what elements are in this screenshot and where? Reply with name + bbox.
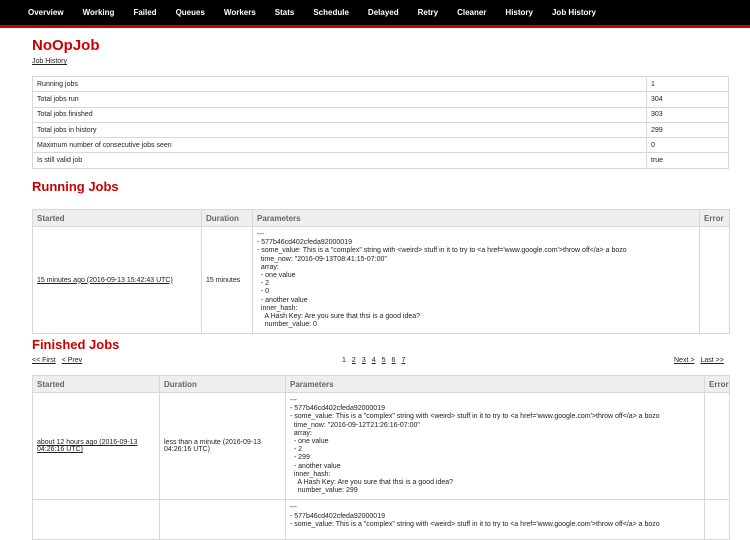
parameters-text: --- - 577b46cd402cfeda92000019 - some_value: This is a "complex" string with <weird> stuff in it to try to <a href='www.google.com'>throw off</a> a bozo time_now: "2016-09-13T08:41:15-07:00" array: - one value - 2 - 0 - another value inner_hash: A Hash Key: Are you sure that thsi is a good idea? number_value: 0 — [257, 231, 627, 329]
finished-jobs-heading: Finished Jobs — [32, 337, 120, 352]
started-link[interactable]: 15 minutes ago (2016-09-13 15:42:43 UTC) — [37, 276, 173, 284]
error-cell — [700, 227, 730, 334]
table-row — [33, 227, 730, 334]
pager-page-link[interactable]: 4 — [371, 357, 376, 364]
duration-cell: 15 minutes — [202, 227, 253, 334]
column-header-error: Error — [705, 376, 730, 393]
table-row — [33, 393, 730, 500]
nav-history[interactable]: History — [505, 8, 533, 17]
parameters-text: --- - 577b46cd402cfeda92000019 - some_value: This is a "complex" string with <weird> stuff in it to try to <a href='www.google.com'>throw off</a> a bozo — [290, 504, 660, 528]
stat-label: Running jobs — [33, 77, 647, 92]
nav-schedule[interactable]: Schedule — [313, 8, 349, 17]
nav-workers[interactable]: Workers — [223, 8, 256, 17]
parameters-cell — [286, 500, 705, 540]
pager-page-link[interactable]: 6 — [391, 357, 396, 364]
pager-page-link[interactable]: 3 — [361, 357, 366, 364]
table-header-row — [33, 210, 730, 227]
finished-jobs-table — [32, 375, 730, 540]
running-jobs-heading: Running Jobs — [32, 179, 119, 194]
column-header-parameters: Parameters — [286, 376, 705, 393]
nav-working[interactable]: Working — [82, 8, 115, 17]
pager-page-link[interactable]: 5 — [381, 357, 386, 364]
table-row — [33, 92, 729, 107]
started-cell — [33, 393, 160, 500]
table-header-row — [33, 376, 730, 393]
stat-label: Total jobs finished — [33, 107, 647, 122]
stat-label: Total jobs run — [33, 92, 647, 107]
column-header-error: Error — [700, 210, 730, 227]
pager-current-page: 1 — [342, 357, 346, 364]
stat-value: 303 — [647, 107, 729, 122]
pager-first-link[interactable]: << First — [32, 357, 56, 364]
pager-next-link[interactable]: Next > — [674, 357, 695, 364]
nav-retry[interactable]: Retry — [417, 8, 439, 17]
stat-value: 0 — [647, 138, 729, 153]
table-row — [33, 153, 729, 168]
error-cell — [705, 500, 730, 540]
pager-page-link[interactable]: 2 — [351, 357, 356, 364]
job-stats-table — [32, 76, 729, 169]
nav-overview[interactable]: Overview — [28, 8, 64, 17]
top-navigation — [0, 0, 750, 28]
error-cell — [705, 393, 730, 500]
table-row — [33, 138, 729, 153]
stat-label: Is still valid job — [33, 153, 647, 168]
stat-label: Maximum number of consecutive jobs seen — [33, 138, 647, 153]
column-header-duration: Duration — [160, 376, 286, 393]
started-cell — [33, 500, 160, 540]
pager-right — [674, 357, 724, 364]
started-link[interactable]: about 12 hours ago (2016-09-13 04:26:16 UTC) — [37, 439, 138, 454]
column-header-started: Started — [33, 210, 202, 227]
pager-prev-link[interactable]: < Prev — [61, 357, 83, 364]
stat-value: 299 — [647, 122, 729, 137]
pager-left — [32, 357, 88, 364]
pager-last-link[interactable]: Last >> — [700, 357, 724, 364]
stat-value: true — [647, 153, 729, 168]
table-row — [33, 107, 729, 122]
column-header-started: Started — [33, 376, 160, 393]
started-cell — [33, 227, 202, 334]
nav-job-history[interactable]: Job History — [551, 8, 596, 17]
nav-failed[interactable]: Failed — [133, 8, 157, 17]
stat-label: Total jobs in history — [33, 122, 647, 137]
nav-delayed[interactable]: Delayed — [367, 8, 399, 17]
table-row — [33, 122, 729, 137]
column-header-parameters: Parameters — [253, 210, 700, 227]
table-row — [33, 500, 730, 540]
running-jobs-table — [32, 209, 730, 334]
duration-cell — [160, 500, 286, 540]
table-row — [33, 77, 729, 92]
duration-cell: less than a minute (2016-09-13 04:26:16 UTC) — [160, 393, 286, 500]
nav-queues[interactable]: Queues — [175, 8, 205, 17]
pager-pages — [342, 357, 411, 364]
breadcrumb-job-history[interactable]: Job History — [32, 58, 68, 65]
pager-page-link[interactable]: 7 — [401, 357, 406, 364]
parameters-text: --- - 577b46cd402cfeda92000019 - some_value: This is a "complex" string with <weird> stuff in it to try to <a href='www.google.com'>throw off</a> a bozo time_now: "2016-09-12T21:26:16-07:00" array: - one value - 2 - 299 - another value inner_hash: A Hash Key: Are you sure that thsi is a good idea? number_value: 299 — [290, 397, 660, 495]
stat-value: 304 — [647, 92, 729, 107]
parameters-cell — [253, 227, 700, 334]
parameters-cell — [286, 393, 705, 500]
nav-stats[interactable]: Stats — [274, 8, 295, 17]
nav-cleaner[interactable]: Cleaner — [457, 8, 487, 17]
stat-value: 1 — [647, 77, 729, 92]
page-title: NoOpJob — [32, 37, 100, 54]
column-header-duration: Duration — [202, 210, 253, 227]
